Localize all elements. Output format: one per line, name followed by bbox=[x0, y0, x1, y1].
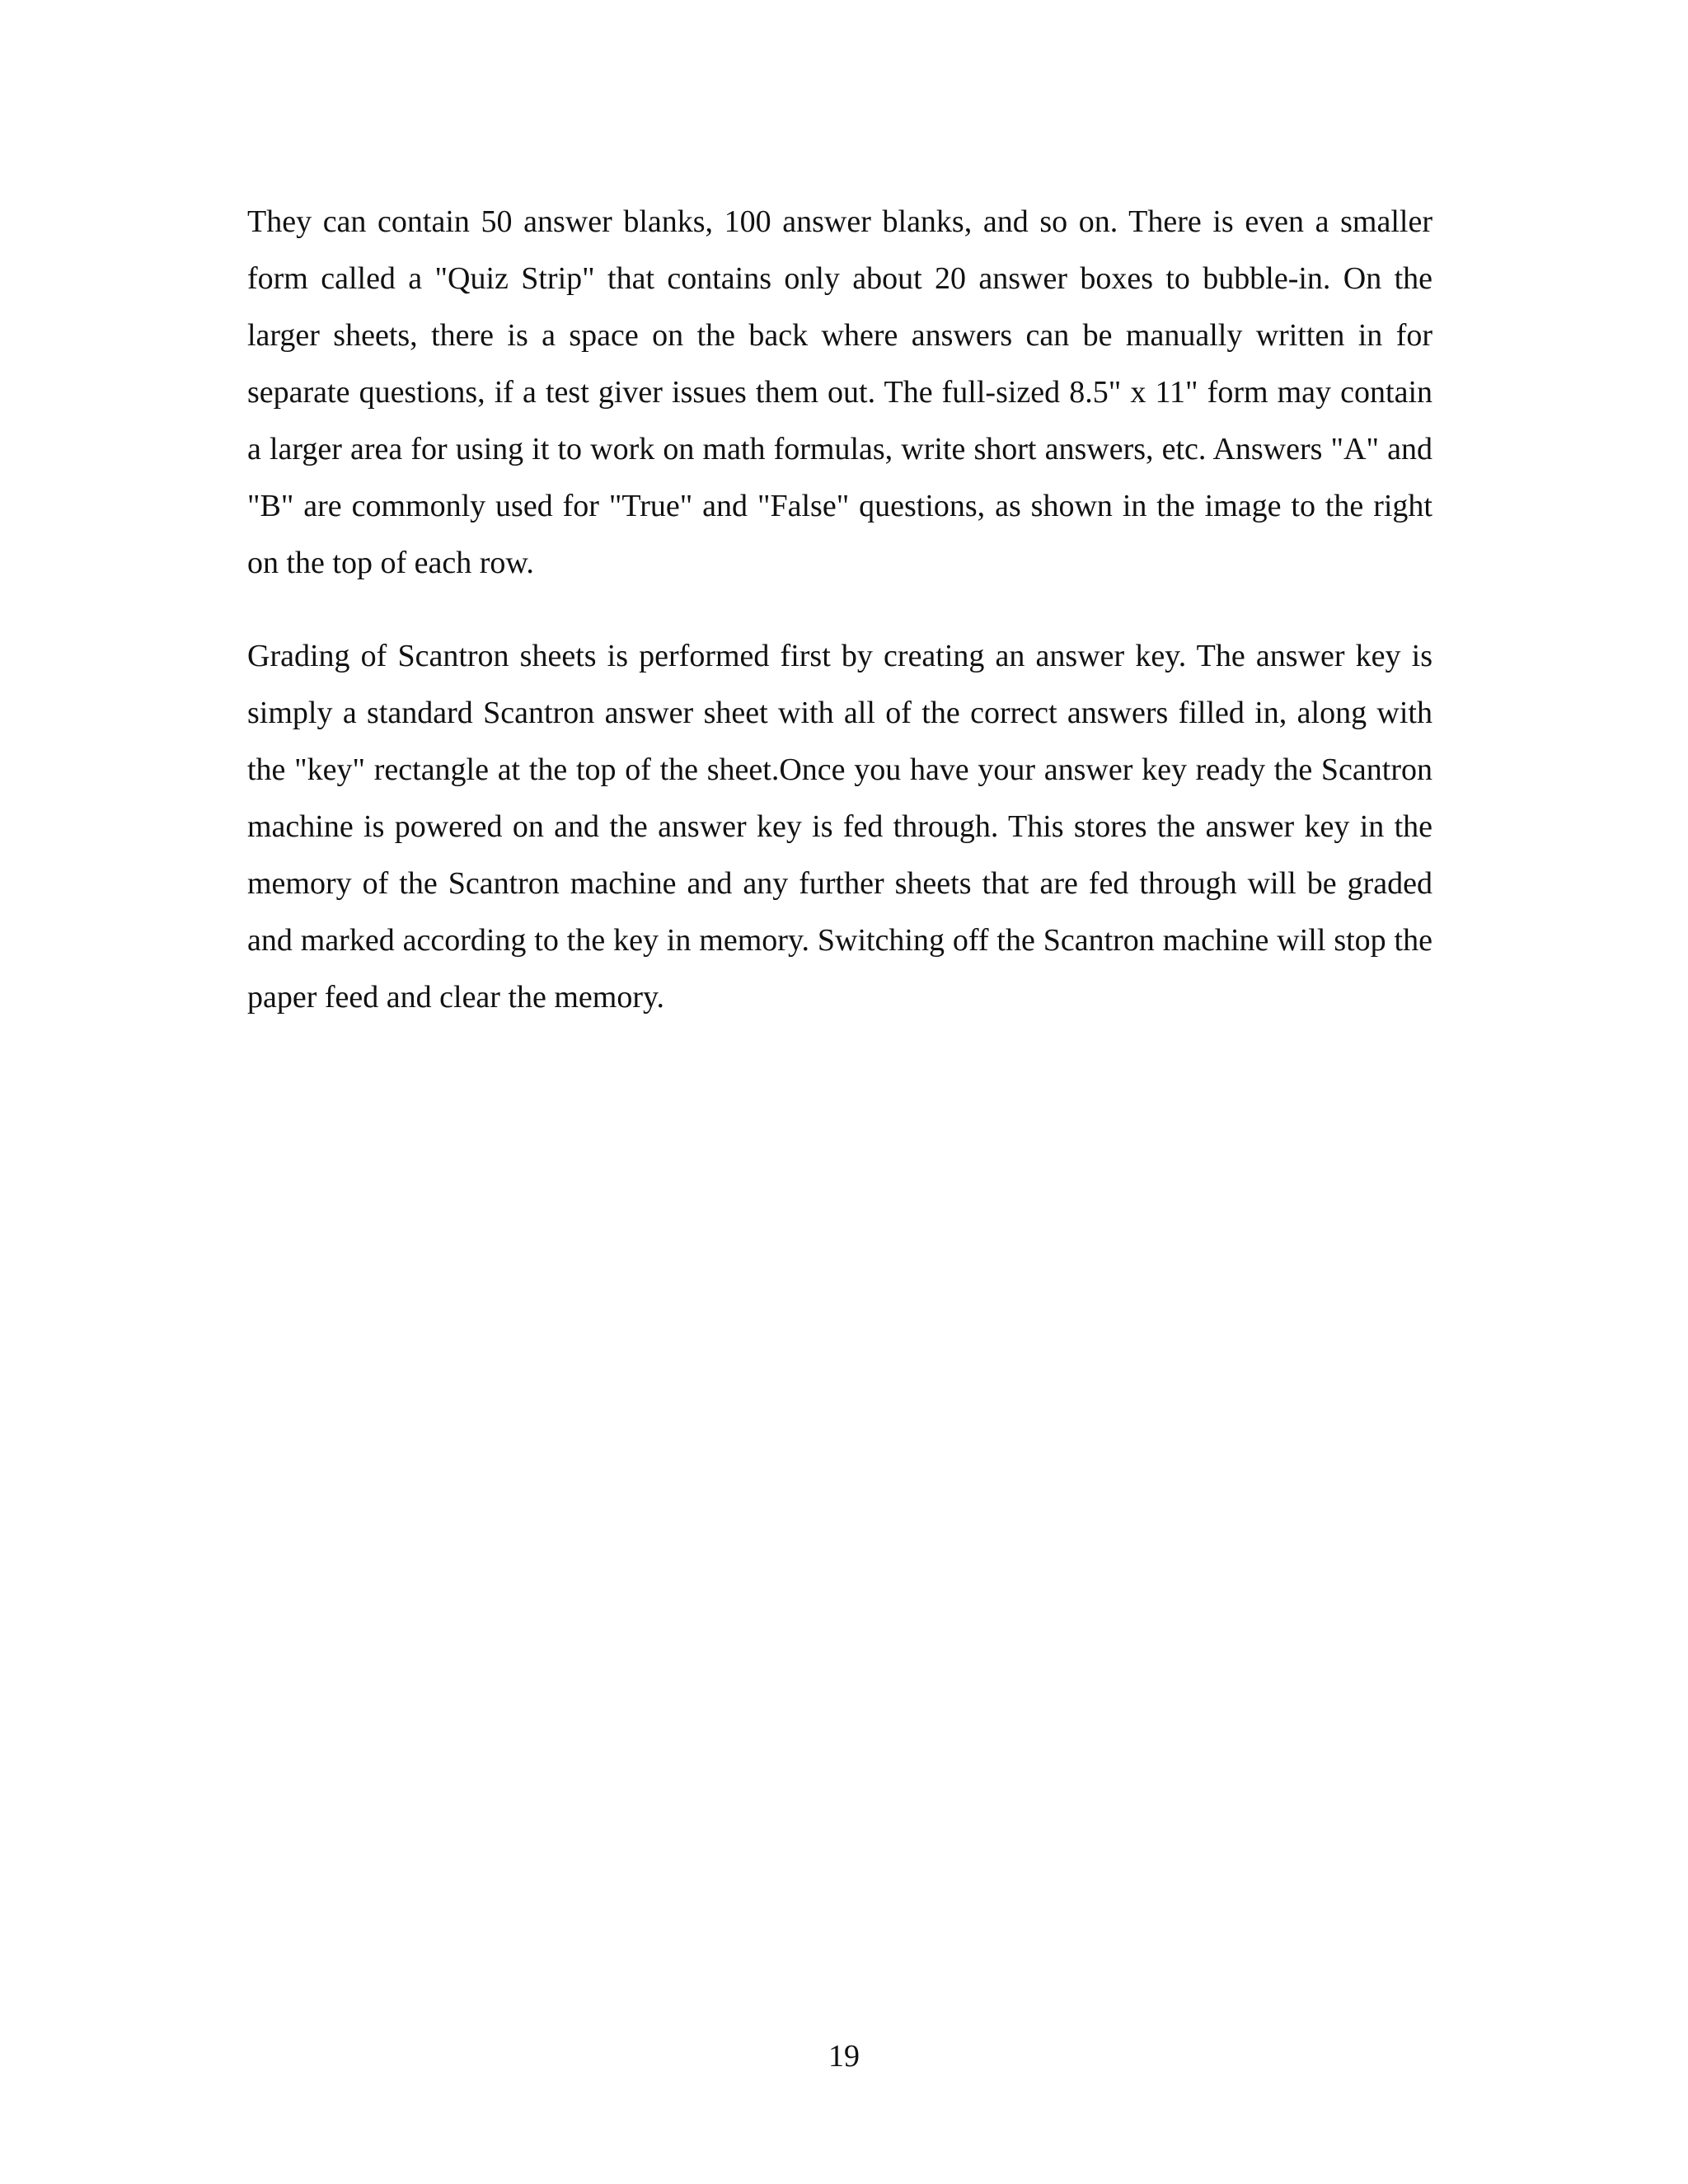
body-text bbox=[247, 194, 1432, 1026]
paragraph-2: Grading of Scantron sheets is performed first by creating an answer key. The answer key is simply a standard Scantron answer sheet with all of the correct answers filled in, along with the "key" rectangle at the top of the sheet.Once you have your answer key ready the Scantron machine is powered on and the answer key is fed through. This stores the answer key in the memory of the Scantron machine and any further sheets that are fed through will be graded and marked according to the key in memory. Switching off the Scantron machine will stop the paper feed and clear the memory. bbox=[247, 639, 1432, 1015]
paragraph-1: They can contain 50 answer blanks, 100 answer blanks, and so on. There is even a smaller form called a "Quiz Strip" that contains only about 20 answer boxes to bubble-in. On the larger sheets, there is a space on the back where answers can be manually written in for separate questions, if a test giver issues them out. The full-sized 8.5" x 11" form may contain a larger area for using it to work on math formulas, write short answers, etc. Answers "A" and "B" are commonly used for "True" and "False" questions, as shown in the image to the right on the top of each row. bbox=[247, 204, 1432, 580]
page-number: 19 bbox=[828, 2039, 860, 2074]
